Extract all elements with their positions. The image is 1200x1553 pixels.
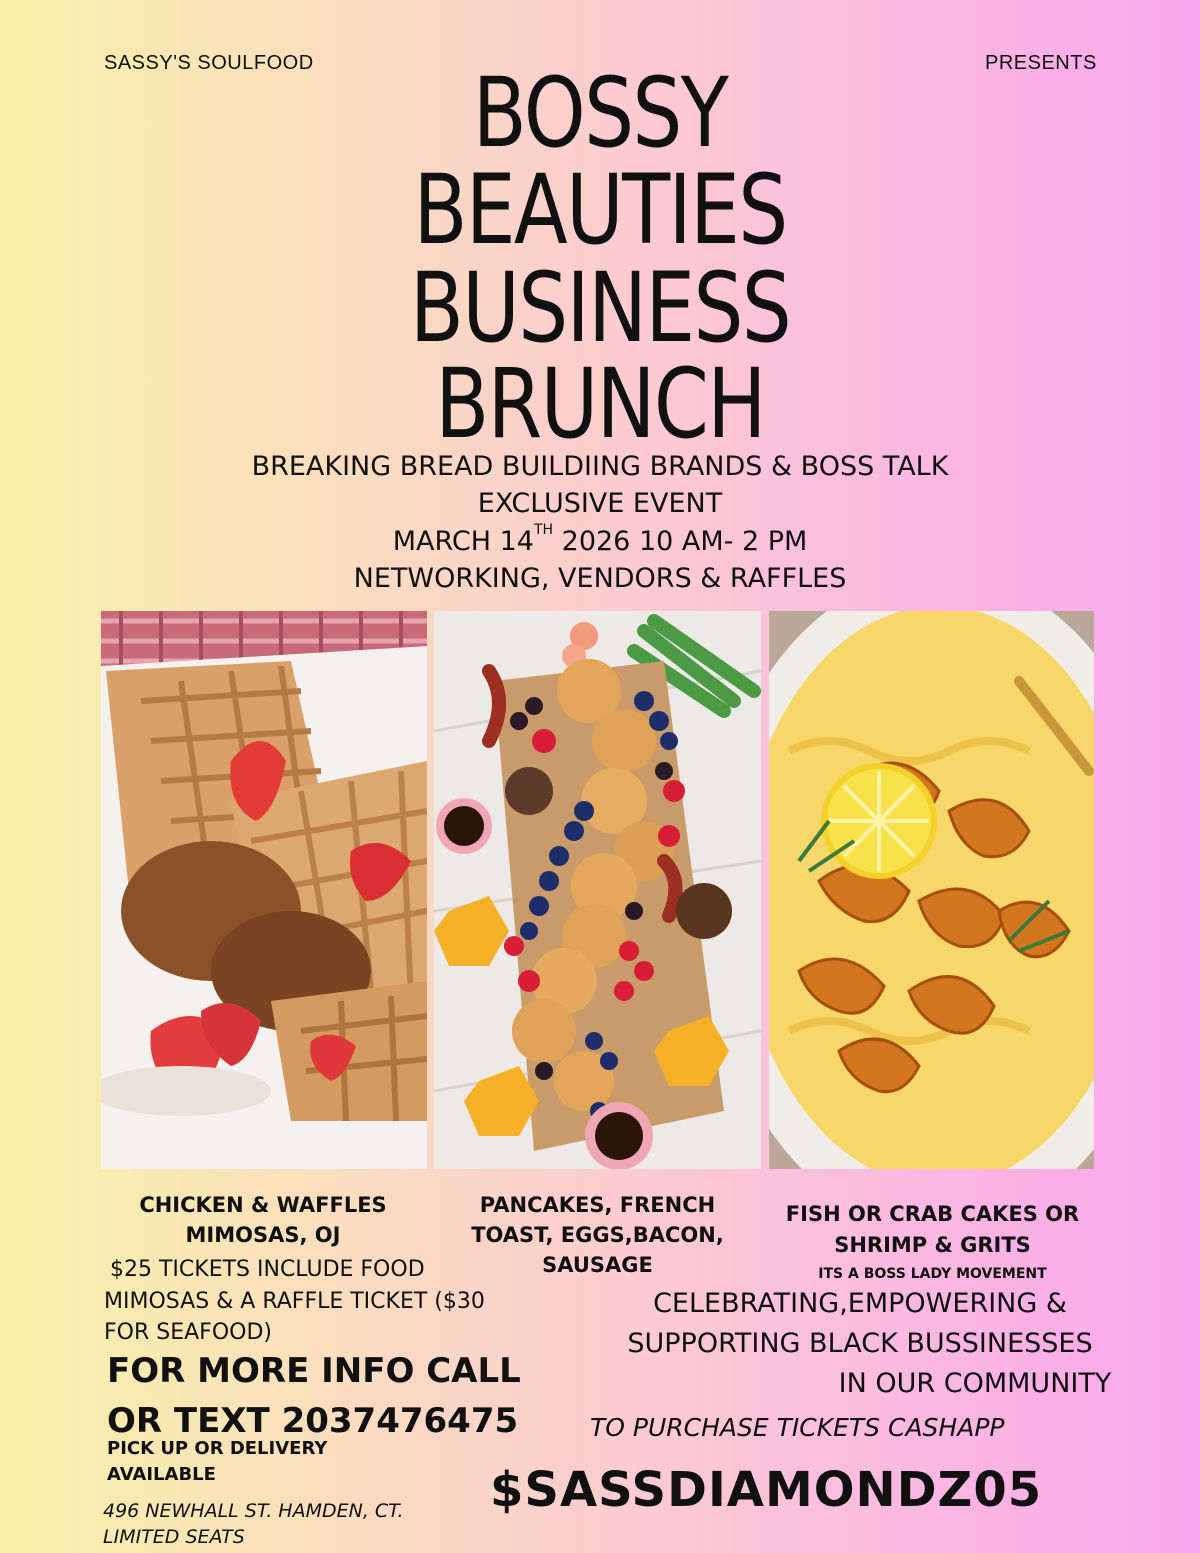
- contact-line-2: OR TEXT 2037476475: [107, 1401, 519, 1441]
- caption-col2-line1: PANCAKES, FRENCH: [479, 1193, 716, 1217]
- caption-col3-line2: SHRIMP & GRITS: [834, 1233, 1031, 1257]
- subtitle-line-1: BREAKING BREAD BUILDIING BRANDS & BOSS TALK: [251, 451, 949, 482]
- title-line-3: BUSINESS: [409, 252, 791, 364]
- subtitle-line-4: NETWORKING, VENDORS & RAFFLES: [353, 563, 847, 594]
- caption-col1-line2: MIMOSAS, OJ: [185, 1223, 341, 1247]
- address-line-2: LIMITED SEATS: [103, 1526, 245, 1548]
- chicken-waffles-photo: [101, 611, 427, 1169]
- movement-tagline: ITS A BOSS LADY MOVEMENT: [818, 1266, 1047, 1282]
- movement-line-3: IN OUR COMMUNITY: [838, 1368, 1112, 1399]
- title-line-1: BOSSY: [472, 57, 728, 169]
- pickup-line-2: AVAILABLE: [107, 1464, 216, 1485]
- tickets-line-2: MIMOSAS & A RAFFLE TICKET ($30: [104, 1289, 485, 1314]
- title-line-2: BEAUTIES: [413, 154, 787, 266]
- shrimp-grits-photo: [769, 611, 1094, 1169]
- chicken-waffles-illustration: [101, 611, 427, 1169]
- subtitle-line-2: EXCLUSIVE EVENT: [477, 488, 723, 519]
- movement-line-2: SUPPORTING BLACK BUSSINESSES: [627, 1328, 1093, 1359]
- cashapp-tag: $SASSDIAMONDZ05: [490, 1462, 1043, 1518]
- caption-col1-line1: CHICKEN & WAFFLES: [139, 1193, 387, 1217]
- tickets-line-1: $25 TICKETS INCLUDE FOOD: [110, 1257, 425, 1282]
- caption-col3-line1: FISH OR CRAB CAKES OR: [785, 1202, 1080, 1226]
- pancake-board-illustration: [434, 611, 761, 1169]
- presents-label: PRESENTS: [985, 52, 1097, 74]
- shrimp-grits-illustration: [769, 611, 1094, 1169]
- tickets-line-3: FOR SEAFOOD): [104, 1320, 272, 1345]
- title-line-4: BRUNCH: [435, 348, 765, 460]
- date-prefix: MARCH 14: [392, 526, 534, 557]
- pickup-line-1: PICK UP OR DELIVERY: [107, 1438, 328, 1459]
- subtitle-date: [0, 523, 1200, 561]
- movement-line-1: CELEBRATING,EMPOWERING &: [653, 1288, 1067, 1319]
- presenter-label: SASSY'S SOULFOOD: [104, 52, 314, 74]
- pancake-board-photo: [434, 611, 761, 1169]
- contact-line-1: FOR MORE INFO CALL: [107, 1351, 521, 1391]
- date-suffix: 2026 10 AM- 2 PM: [553, 526, 808, 557]
- purchase-label: TO PURCHASE TICKETS CASHAPP: [590, 1413, 1005, 1442]
- caption-col2-line3: SAUSAGE: [542, 1253, 653, 1277]
- caption-col2-line2: TOAST, EGGS,BACON,: [471, 1223, 724, 1247]
- address-line-1: 496 NEWHALL ST. HAMDEN, CT.: [103, 1500, 404, 1522]
- date-superscript: TH: [533, 522, 554, 538]
